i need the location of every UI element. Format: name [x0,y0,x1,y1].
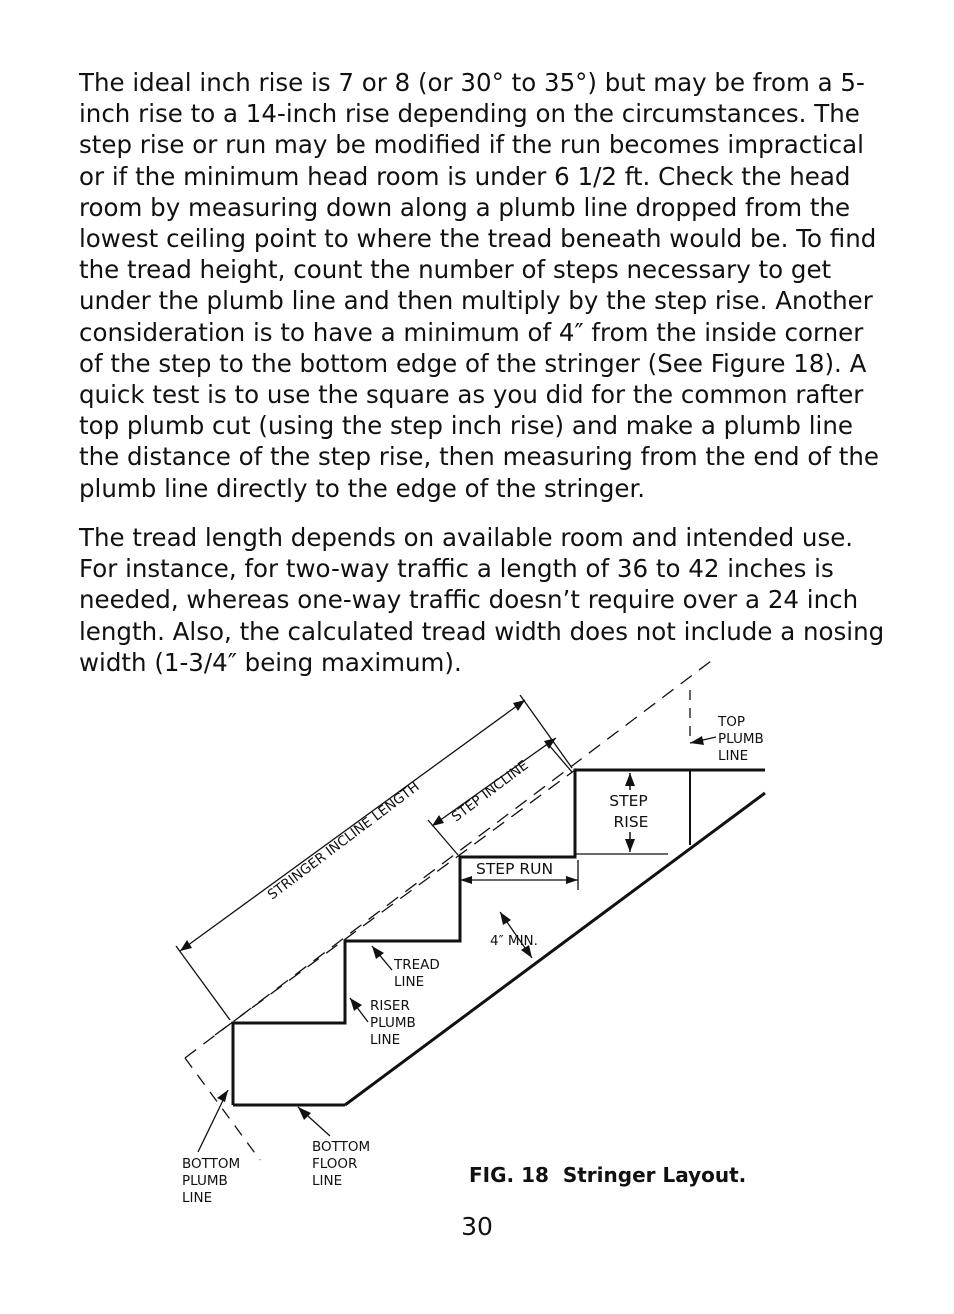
four-inch-min-label: 4″ MIN. [490,933,538,949]
body-paragraph-2: The tread length depends on available room and intended use. For instance, for two-way traffic a length of 36 to 42 inches is needed, whereas one-way traffic doesn’t require over a 24 inch length. Also, the calculated tread width does not include a nosing width (1-3/4″ being maximum). [79,523,885,677]
stringer-bottom-edge [345,793,765,1105]
top-plumb-line-label: TOP PLUMB LINE [718,714,764,764]
step-rise-label: STEP RISE [609,792,649,831]
bottom-plumb-line-label: BOTTOM PLUMB LINE [182,1156,241,1206]
stringer-layout-diagram [0,640,954,1220]
step-run-label: STEP RUN [476,860,554,878]
riser-plumb-line-label: RISER PLUMB LINE [370,998,416,1048]
bottom-floor-line-label: BOTTOM FLOOR LINE [312,1139,371,1189]
step-incline-label: STEP INCLINE [448,757,532,826]
incline-dashed-line-outer [185,658,715,1058]
step-incline-ext-bottom [428,820,458,855]
bottom-plumb-dashed-line [185,1058,260,1160]
stringer-length-ext-top [520,695,572,768]
tread-line-label: TREAD LINE [394,957,440,990]
stringer-incline-length-label: STRINGER INCLINE LENGTH [264,778,423,904]
figure-caption: FIG. 18 Stringer Layout. [469,1163,747,1187]
step-incline-ext-top [548,744,572,772]
stringer-length-ext-bottom [176,946,230,1020]
body-paragraph-1: The ideal inch rise is 7 or 8 (or 30° to 35°) but may be from a 5-inch rise to a 14-inch rise depending on the circumstances. The step rise or run may be modified if the run becomes impractical or if the minimum head room is under 6 1/2 ft. Check the head room by measuring down along a plumb line dropped from the lowest ceiling point to where the tread beneath would be. To find the tread height, count the number of steps necessary to get under the plumb line and then multiply by the step rise. Another consideration is to have a minimum of 4″ from the inside corner of the step to the bottom edge of the stringer (See Figure 18). A quick test is to use the square as you did for the common rafter top plumb cut (using the step inch rise) and make a plumb line the distance of the step rise, then measuring from the end of the plumb line directly to the edge of the stringer. [79,68,879,503]
page-number: 30 [461,1212,493,1241]
